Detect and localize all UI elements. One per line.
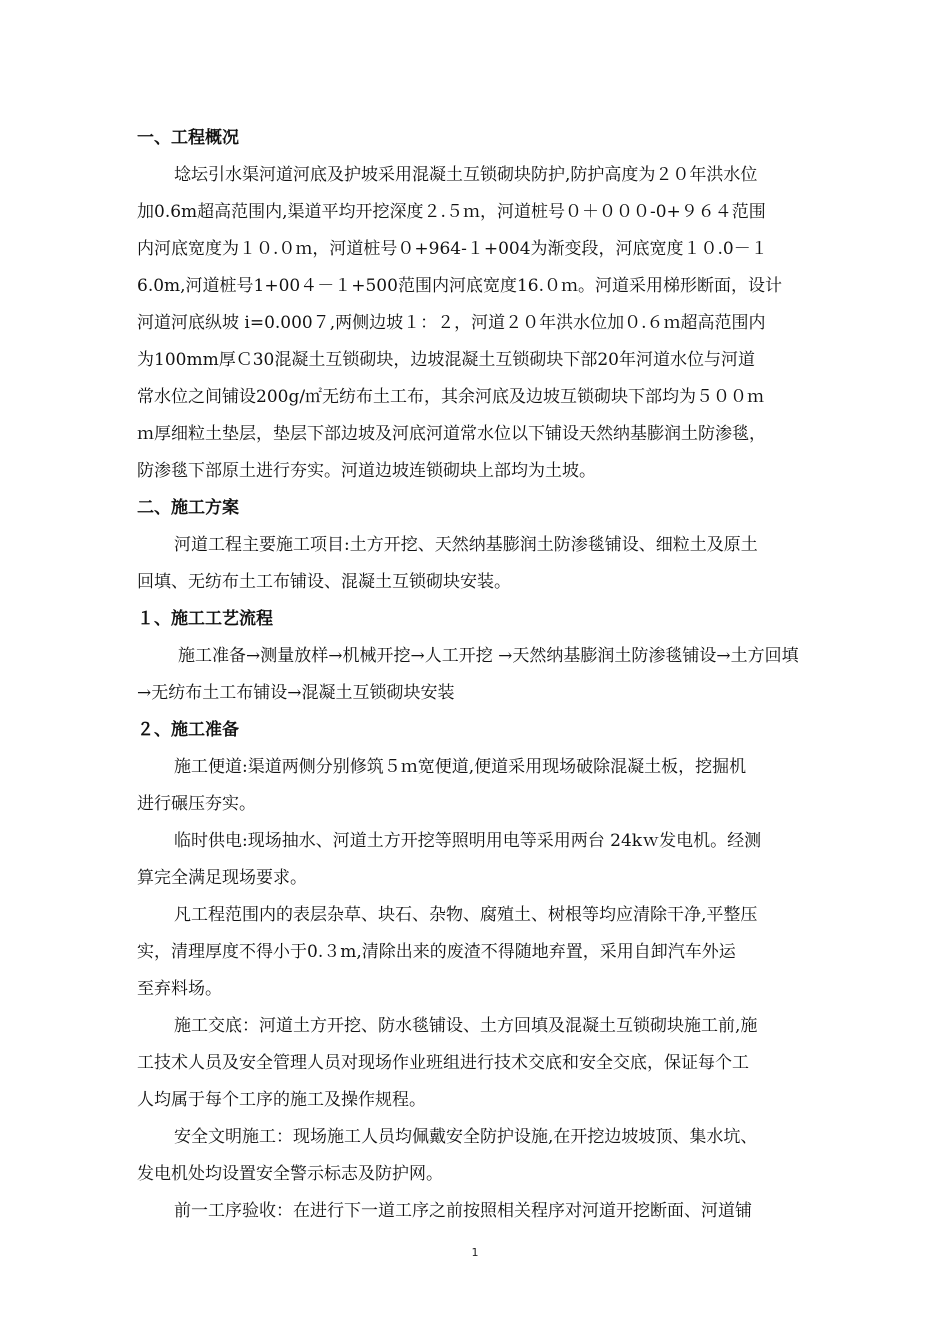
- paragraph-line: 施工准备→测量放样→机械开挖→人工开挖 →天然纳基膨润土防渗毯铺设→土方回填: [178, 646, 799, 666]
- section-heading-overview: 一、工程概况: [137, 128, 239, 148]
- paragraph-line: 发电机处均设置安全警示标志及防护网。: [137, 1164, 443, 1184]
- paragraph-line: →无纺布土工布铺设→混凝土互锁砌块安装: [137, 683, 455, 703]
- paragraph-line: 6.0m,河道桩号1+00４－１+500范围内河底宽度16.０ｍ。河道采用梯形断面，设计: [137, 276, 782, 296]
- paragraph-line: 临时供电:现场抽水、河道土方开挖等照明用电等采用两台 24kｗ发电机。经测: [174, 831, 762, 851]
- paragraph-line: 内河底宽度为１０.０ｍ，河道桩号０+964-１+004为渐变段，河底宽度１０.0－１: [137, 239, 768, 259]
- paragraph-line: 前一工序验收：在进行下一道工序之前按照相关程序对河道开挖断面、河道铺: [174, 1201, 752, 1221]
- paragraph-line: 回填、无纺布土工布铺设、混凝土互锁砌块安装。: [137, 572, 511, 592]
- paragraph-line: 常水位之间铺设200g/㎡无纺布土工布，其余河底及边坡互锁砌块下部均为５００ｍ: [137, 387, 765, 407]
- paragraph-line: 施工便道:渠道两侧分别修筑５ｍ宽便道,便道采用现场破除混凝土板，挖掘机: [174, 757, 747, 777]
- paragraph-line: 埝坛引水渠河道河底及护坡采用混凝土互锁砌块防护,防护高度为２０年洪水位: [174, 165, 758, 185]
- paragraph-line: 加0.6m超高范围内,渠道平均开挖深度２.５ｍ，河道桩号０＋０００-0+９６４范围: [137, 202, 766, 222]
- section-heading-plan: 二、施工方案: [137, 498, 239, 518]
- paragraph-line: 施工交底：河道土方开挖、防水毯铺设、土方回填及混凝土互锁砌块施工前,施: [174, 1016, 758, 1036]
- paragraph-line: 防渗毯下部原土进行夯实。河道边坡连锁砌块上部均为土坡。: [137, 461, 596, 481]
- paragraph-line: ｍ厚细粒土垫层，垫层下部边坡及河底河道常水位以下铺设天然纳基膨润土防渗毯，: [137, 424, 766, 444]
- paragraph-line: 为100mm厚Ｃ30混凝土互锁砌块，边坡混凝土互锁砌块下部20年河道水位与河道: [137, 350, 755, 370]
- paragraph-line: 进行碾压夯实。: [137, 794, 256, 814]
- paragraph-line: 人均属于每个工序的施工及操作规程。: [137, 1090, 426, 1110]
- paragraph-line: 凡工程范围内的表层杂草、块石、杂物、腐殖土、树根等均应清除干净,平整压: [174, 905, 758, 925]
- paragraph-line: 河道河底纵坡 i=0.000７,两侧边坡１：２，河道２０年洪水位加０.６ｍ超高范围内: [137, 313, 766, 333]
- paragraph-line: 算完全满足现场要求。: [137, 868, 307, 888]
- paragraph-line: 工技术人员及安全管理人员对现场作业班组进行技术交底和安全交底，保证每个工: [137, 1053, 749, 1073]
- paragraph-line: 实，清理厚度不得小于0.３m,清除出来的废渣不得随地弃置，采用自卸汽车外运: [137, 942, 736, 962]
- paragraph-line: 安全文明施工：现场施工人员均佩戴安全防护设施,在开挖边坡坡顶、集水坑、: [174, 1127, 758, 1147]
- subsection-heading-process: １、施工工艺流程: [137, 609, 273, 629]
- paragraph-line: 至弃料场。: [137, 979, 222, 999]
- subsection-heading-preparation: ２、施工准备: [137, 720, 239, 740]
- paragraph-line: 河道工程主要施工项目:土方开挖、天然纳基膨润土防渗毯铺设、细粒土及原土: [174, 535, 758, 555]
- page-number: 1: [471, 1246, 479, 1259]
